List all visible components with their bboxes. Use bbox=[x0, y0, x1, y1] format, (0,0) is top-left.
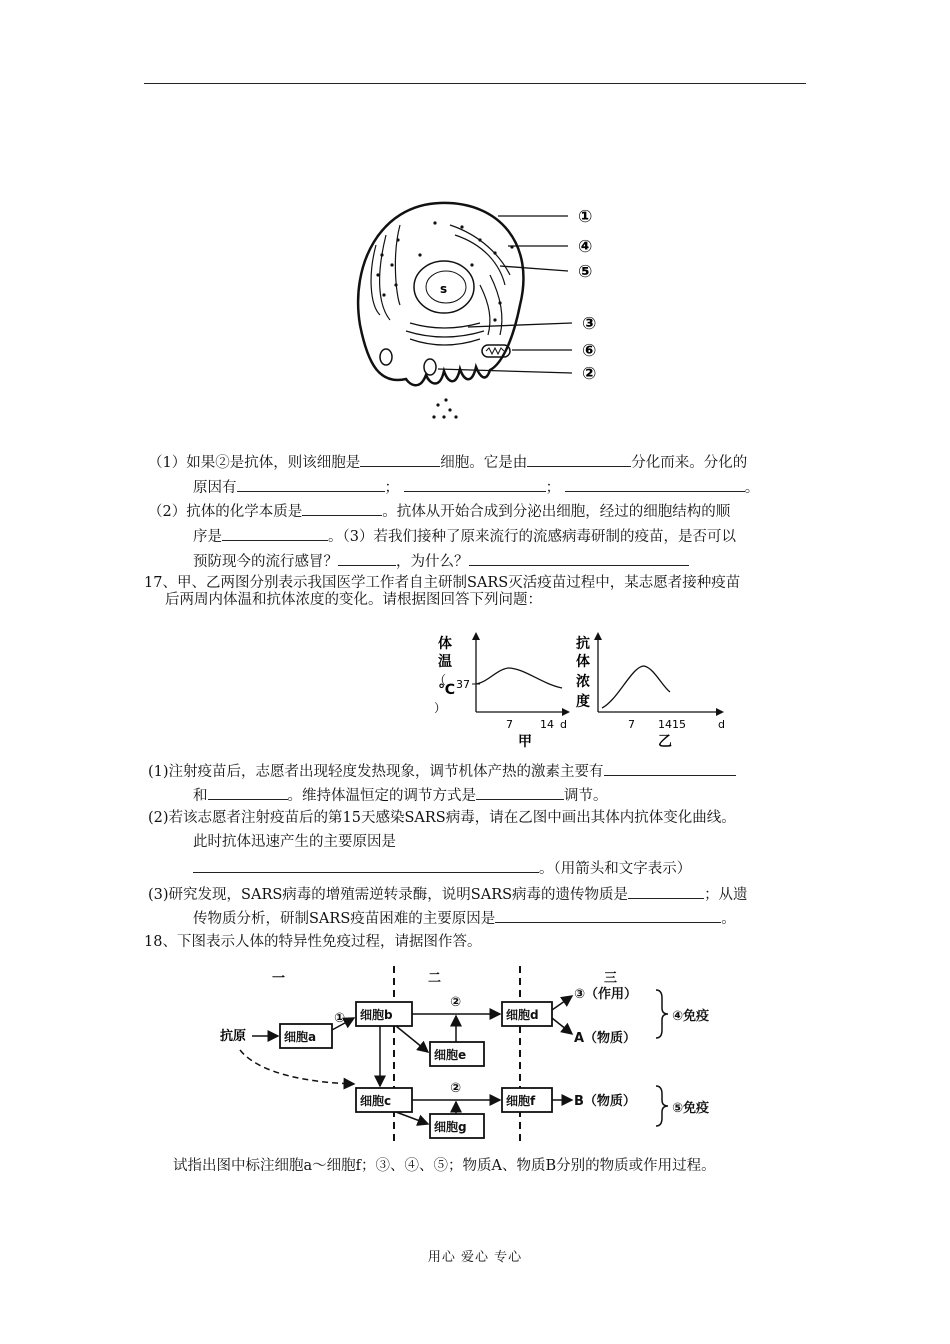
ab-ylabel-0: 抗 bbox=[576, 636, 590, 652]
answer-blank[interactable] bbox=[495, 907, 721, 923]
stage-1: 一 bbox=[272, 971, 286, 986]
cell-label-1: ① bbox=[578, 207, 593, 227]
ab-x-tick-15: 15 bbox=[672, 718, 686, 731]
temp-x-tick-7: 7 bbox=[506, 718, 513, 731]
cell-e: 细胞e bbox=[434, 1048, 467, 1062]
cell-f: 细胞f bbox=[506, 1094, 536, 1108]
cell-b: 细胞b bbox=[360, 1008, 393, 1022]
temp-y-tick-37: 37 bbox=[456, 678, 470, 691]
cell-g: 细胞g bbox=[434, 1120, 467, 1134]
q18-intro: 18、下图表示人体的特异性免疫过程，请据图作答。 bbox=[144, 934, 482, 950]
q17-intro1: 17、甲、乙两图分别表示我国医学工作者自主研制SARS灭活疫苗过程中，某志愿者接种疫苗 bbox=[144, 575, 741, 591]
q17-intro2: 后两周内体温和抗体浓度的变化。请根据图回答下列问题： bbox=[165, 592, 542, 608]
output-4: ④免疫 bbox=[672, 1009, 710, 1024]
header-rule bbox=[144, 83, 806, 84]
ab-x-tick-7: 7 bbox=[628, 718, 635, 731]
mark-2-bottom: ② bbox=[450, 1081, 462, 1096]
temp-caption: 甲 bbox=[518, 734, 532, 750]
temp-ylabel-0: 体 bbox=[438, 636, 452, 652]
stage-2: 二 bbox=[428, 971, 442, 986]
answer-blank[interactable] bbox=[404, 476, 546, 492]
ab-ylabel-2: 浓 bbox=[576, 674, 590, 690]
ab-ylabel-3: 度 bbox=[576, 694, 590, 710]
cell-c: 细胞c bbox=[360, 1094, 392, 1108]
answer-blank[interactable] bbox=[193, 857, 539, 873]
answer-blank[interactable] bbox=[338, 550, 396, 566]
chart-antibody bbox=[576, 632, 725, 750]
temp-ylabel-4: ） bbox=[434, 701, 447, 715]
output-3: ③（作用） bbox=[574, 987, 638, 1002]
answer-blank[interactable] bbox=[604, 760, 736, 776]
answer-blank[interactable] bbox=[565, 476, 745, 492]
q16-line1: （1）如果②是抗体，则该细胞是 细胞。它是由 分化而来。分化的 bbox=[148, 451, 747, 473]
q16-line5: 预防现今的流行感冒？ ，为什么？ bbox=[193, 550, 689, 572]
answer-blank[interactable] bbox=[628, 883, 704, 899]
answer-blank[interactable] bbox=[360, 451, 440, 467]
q16-line4: 序是 。（3）若我们接种了原来流行的流感病毒研制的疫苗，是否可以 bbox=[193, 525, 736, 547]
q17-s2-line2: 此时抗体迅速产生的主要原因是 bbox=[193, 834, 396, 850]
answer-blank[interactable] bbox=[476, 784, 564, 800]
immune-process-diagram bbox=[216, 960, 744, 1150]
q17-s1-line1: (1)注射疫苗后，志愿者出现轻度发热现象，调节机体产热的激素主要有 bbox=[148, 760, 736, 782]
answer-blank[interactable] bbox=[208, 784, 288, 800]
cell-label-2: ② bbox=[582, 364, 597, 384]
temp-x-tick-14: 14 bbox=[540, 718, 554, 731]
cell-d: 细胞d bbox=[506, 1008, 539, 1022]
ab-ylabel-1: 体 bbox=[576, 654, 590, 670]
q17-s2-line1: (2)若该志愿者注射疫苗后的第15天感染SARS病毒，请在乙图中画出其体内抗体变化曲线。 bbox=[148, 810, 736, 826]
q17-s3-line1: (3)研究发现，SARS病毒的增殖需逆转录酶，说明SARS病毒的遗传物质是 ；从遗 bbox=[148, 883, 748, 905]
cell-label-5: ⑤ bbox=[578, 262, 593, 282]
answer-blank[interactable] bbox=[222, 525, 328, 541]
answer-blank[interactable] bbox=[237, 476, 385, 492]
cell-a: 细胞a bbox=[284, 1030, 317, 1044]
output-B: B（物质） bbox=[574, 1094, 636, 1109]
chart-temperature bbox=[434, 632, 570, 750]
ab-x-unit: d bbox=[718, 718, 725, 731]
answer-blank[interactable] bbox=[527, 451, 631, 467]
q18-question: 试指出图中标注细胞a～细胞f；③、④、⑤；物质A、物质B分别的物质或作用过程。 bbox=[173, 1158, 716, 1174]
output-5: ⑤免疫 bbox=[672, 1101, 710, 1116]
page-footer: 用心 爱心 专心 bbox=[427, 1250, 523, 1265]
q17-s2-line3: 。（用箭头和文字表示） bbox=[193, 857, 691, 879]
temp-ylabel-3: ℃ bbox=[438, 682, 455, 698]
q17-s1-line2: 和 。维持体温恒定的调节方式是 调节。 bbox=[193, 784, 608, 806]
q16-line3: （2）抗体的化学本质是 。抗体从开始合成到分泌出细胞，经过的细胞结构的顺 bbox=[148, 500, 730, 522]
cell-diagram bbox=[340, 195, 620, 425]
temp-x-unit: d bbox=[560, 718, 567, 731]
q17-s3-line2: 传物质分析，研制SARS疫苗困难的主要原因是 。 bbox=[193, 907, 736, 929]
stage-3: 三 bbox=[604, 971, 618, 986]
cell-label-4: ④ bbox=[578, 237, 593, 257]
svg-text:s: s bbox=[440, 282, 448, 296]
output-A: A（物质） bbox=[574, 1031, 637, 1046]
answer-blank[interactable] bbox=[469, 550, 689, 566]
answer-blank[interactable] bbox=[302, 500, 382, 516]
mark-2-top: ② bbox=[450, 995, 462, 1010]
mark-1: ① bbox=[334, 1011, 346, 1026]
q16-line2: 原因有 ； ； 。 bbox=[193, 476, 759, 498]
temp-antibody-charts bbox=[432, 630, 742, 752]
ab-caption: 乙 bbox=[658, 734, 672, 750]
cell-label-3: ③ bbox=[582, 314, 597, 334]
antigen-label: 抗原 bbox=[220, 1029, 247, 1044]
ab-x-tick-14: 14 bbox=[658, 718, 672, 731]
temp-ylabel-2: （ bbox=[434, 673, 447, 687]
cell-label-6: ⑥ bbox=[582, 341, 597, 361]
temp-ylabel-1: 温 bbox=[438, 654, 452, 670]
